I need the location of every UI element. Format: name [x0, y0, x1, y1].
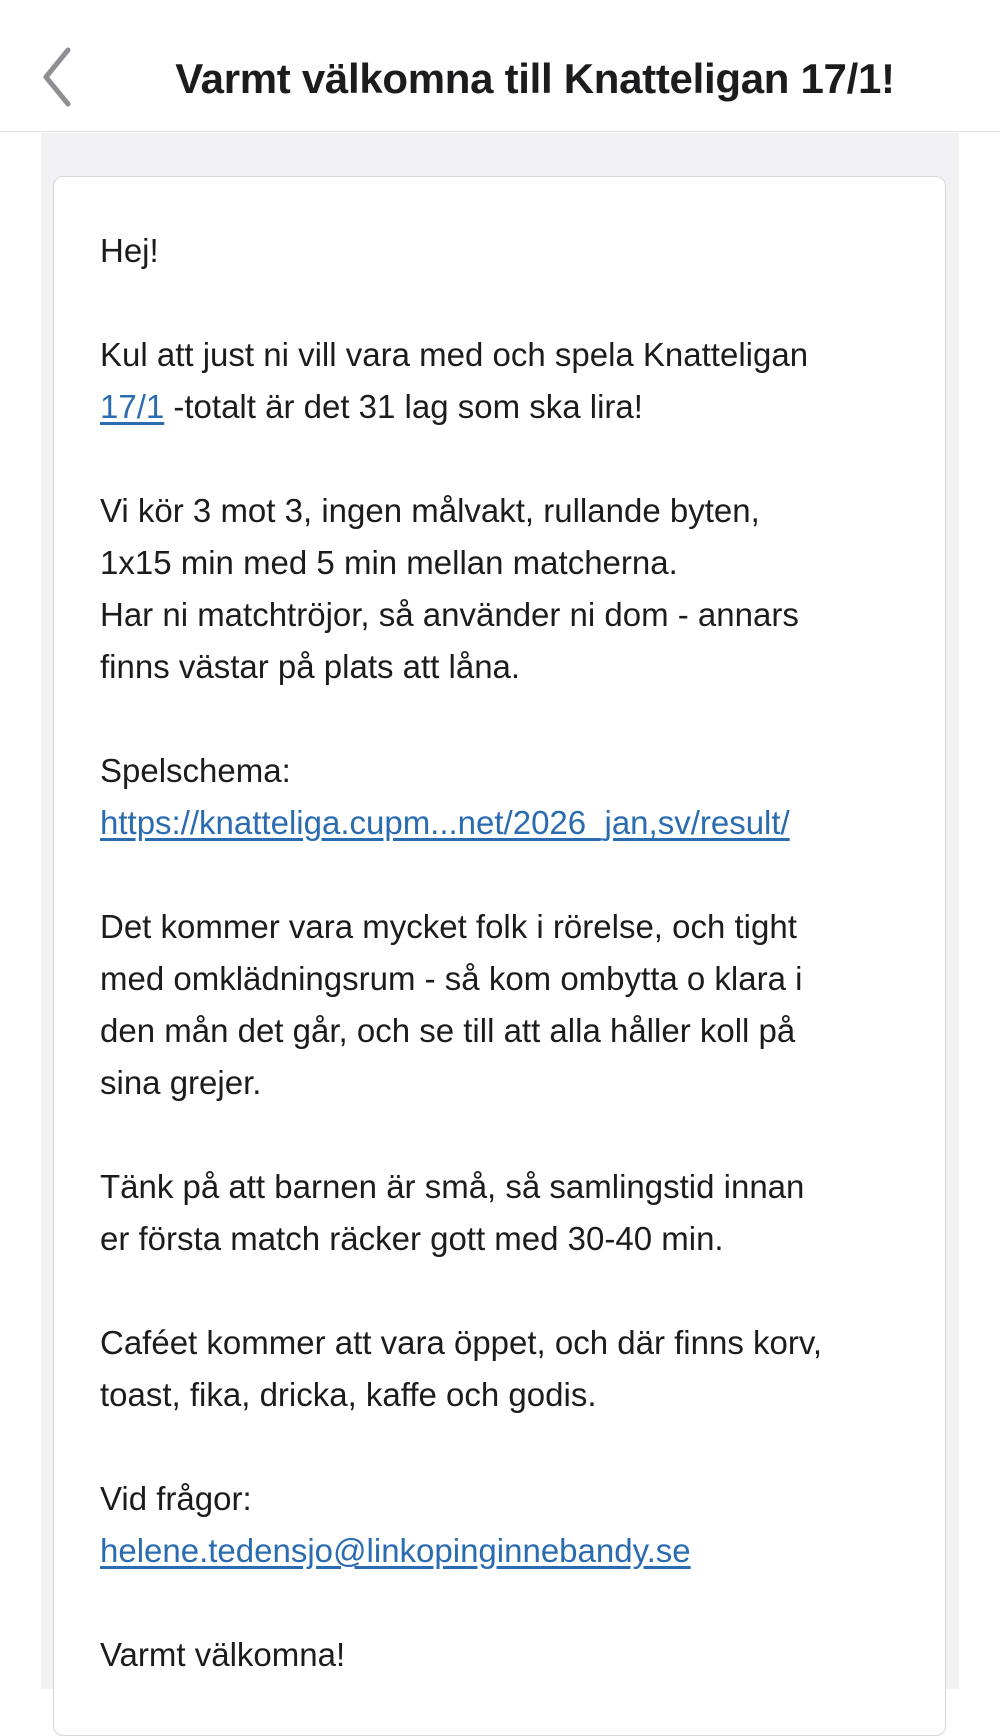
rules-line-1: Vi kör 3 mot 3, ingen målvakt, rullande byten, [100, 492, 760, 529]
email-link-line [100, 1525, 920, 1577]
crowd-line-3: den mån det går, och se till att alla håller koll på [100, 1012, 796, 1049]
date-link[interactable]: 17/1 [100, 388, 165, 425]
intro-paragraph [100, 329, 920, 433]
crowd-paragraph [100, 901, 920, 1109]
back-button[interactable] [36, 42, 88, 112]
greeting-paragraph [100, 225, 920, 277]
crowd-line-1: Det kommer vara mycket folk i rörelse, och tight [100, 908, 797, 945]
questions-label: Vid frågor: [100, 1480, 252, 1517]
intro-text: Kul att just ni vill vara med och spela Knatteligan [100, 336, 809, 373]
rules-paragraph [100, 485, 920, 693]
email-link[interactable]: helene.tedensjo@linkopinginnebandy.se [100, 1532, 691, 1569]
navigation-header [0, 0, 1000, 132]
schedule-label: Spelschema: [100, 752, 291, 789]
rules-line-2: 1x15 min med 5 min mellan matcherna. [100, 544, 678, 581]
page-title: Varmt välkomna till Knatteligan 17/1! [175, 55, 895, 102]
cafe-paragraph [100, 1317, 920, 1421]
crowd-line-2: med omklädningsrum - så kom ombytta o klara i [100, 960, 803, 997]
closing-text: Varmt välkomna! [100, 1636, 346, 1673]
cafe-line-2: toast, fika, dricka, kaffe och godis. [100, 1376, 597, 1413]
schedule-link-line [100, 797, 920, 849]
intro-text-continued: -totalt är det 31 lag som ska lira! [164, 388, 643, 425]
gathering-line-2: er första match räcker gott med 30-40 min. [100, 1220, 724, 1257]
message-body [100, 225, 920, 1733]
greeting-text: Hej! [100, 232, 159, 269]
cafe-line-1: Caféet kommer att vara öppet, och där finns korv, [100, 1324, 823, 1361]
gathering-line-1: Tänk på att barnen är små, så samlingstid innan [100, 1168, 805, 1205]
questions-paragraph [100, 1473, 920, 1577]
schedule-link[interactable]: https://knatteliga.cupm...net/2026_jan,sv/result/ [100, 804, 790, 841]
rules-line-4: finns västar på plats att låna. [100, 648, 521, 685]
intro-line-2 [100, 381, 920, 433]
crowd-line-4: sina grejer. [100, 1064, 262, 1101]
gathering-paragraph [100, 1161, 920, 1265]
rules-line-3: Har ni matchtröjor, så använder ni dom - annars [100, 596, 799, 633]
closing-paragraph [100, 1629, 920, 1681]
chevron-left-icon [36, 42, 88, 112]
schedule-paragraph [100, 745, 920, 849]
